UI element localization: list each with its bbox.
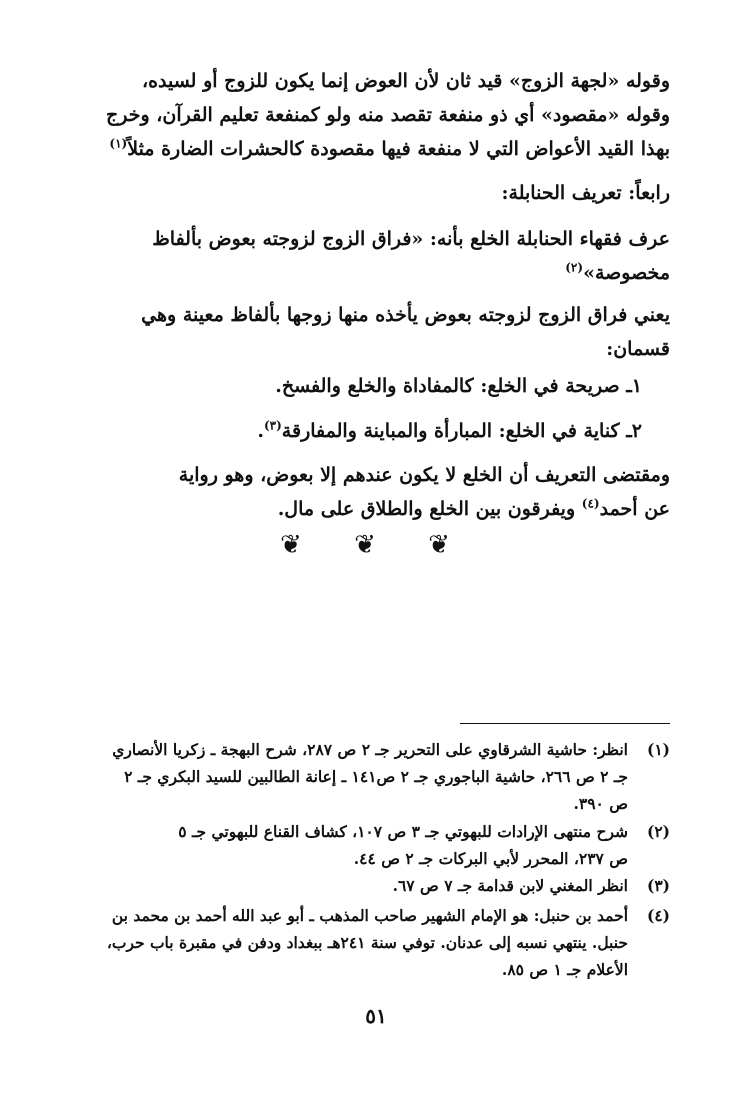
paragraph-2-line-2-text: مخصوصة» [583, 262, 670, 284]
paragraph-3 [74, 298, 670, 366]
footnote-separator [460, 723, 670, 724]
footnote-2 [74, 818, 670, 872]
paragraph-4-line-1: ومقتضى التعريف أن الخلع لا يكون عندهم إلا بعوض، وهو رواية [178, 464, 670, 486]
paragraph-1-line-1: وقوله «لجهة الزوج» قيد ثان لأن العوض إنما يكون للزوج أو لسيده، [141, 70, 670, 92]
footnote-ref-3: (٣) [263, 418, 282, 433]
footnote-3-line-1: انظر المغني لابن قدامة جـ ٧ ص ٦٧. [392, 876, 628, 895]
footnote-1-line-3: ص ٣٩٠. [573, 794, 628, 813]
list-item-2-end: . [257, 420, 264, 442]
footnote-ref-1: (١) [109, 136, 128, 151]
paragraph-1 [74, 64, 670, 166]
footnote-4 [74, 902, 670, 983]
paragraph-3-line-2: قسمان: [606, 338, 670, 360]
footnote-1-line-1: انظر: حاشية الشرقاوي على التحرير جـ ٢ ص ٢٨٧، شرح البهجة ـ زكريا الأنصاري [112, 740, 628, 759]
paragraph-2 [74, 222, 670, 290]
footnote-4-number: (٤) [646, 906, 670, 925]
paragraph-1-line-3-text: بهذا القيد الأعواض التي لا منفعة فيها مقصودة كالحشرات الضارة مثلاً [127, 138, 670, 160]
list-item-1: ١ـ صريحة في الخلع: كالمفاداة والخلع والفسخ. [275, 375, 642, 397]
footnote-ref-2: (٢) [565, 260, 584, 275]
footnote-1-number: (١) [646, 740, 670, 759]
paragraph-1-line-2: وقوله «مقصود» أي ذو منفعة تقصد منه ولو كمنفعة تعليم القرآن، وخرج [105, 104, 670, 126]
footnote-1 [74, 736, 670, 817]
paragraph-2-line-2 [74, 256, 670, 290]
paragraph-4 [74, 458, 670, 526]
paragraph-4-line-2 [74, 492, 670, 526]
footnote-4-line-2: حنبل. ينتهي نسبه إلى عدنان. توفي سنة ٢٤١هـ ببغداد ودفن في مقبرة باب حرب، [106, 933, 628, 952]
page-number: ٥١ [365, 1004, 387, 1028]
footnote-2-line-2: ص ٢٣٧، المحرر لأبي البركات جـ ٢ ص ٤٤. [353, 849, 628, 868]
footnote-1-line-2: جـ ٢ ص ٢٦٦، حاشية الباجوري جـ ٢ ص١٤١ ـ إعانة الطالبين للسيد البكري جـ ٢ [124, 767, 628, 786]
footnote-4-line-1: أحمد بن حنبل: هو الإمام الشهير صاحب المذهب ـ أبو عبد الله أحمد بن محمد بن [111, 906, 628, 925]
list-item-2 [74, 414, 642, 448]
ornament-divider: ❦ ❦ ❦ [280, 530, 472, 560]
list-item-2-text: ٢ـ كناية في الخلع: المبارأة والمباينة والمفارقة [281, 420, 642, 442]
section-heading: رابعاً: تعريف الحنابلة: [501, 182, 670, 204]
footnote-3-number: (٣) [646, 876, 670, 895]
footnote-ref-4: (٤) [581, 496, 600, 511]
footnote-4-line-3: الأعلام جـ ١ ص ٨٥. [501, 960, 628, 979]
paragraph-1-line-3 [74, 132, 670, 166]
paragraph-4-line-2-text: عن أحمد [599, 498, 670, 520]
paragraph-3-line-1: يعني فراق الزوج لزوجته بعوض يأخذه منها زوجها بألفاظ معينة وهي [141, 304, 670, 326]
paragraph-2-line-1: عرف فقهاء الحنابلة الخلع بأنه: «فراق الزوج لزوجته بعوض بألفاظ [152, 228, 670, 250]
paragraph-4-line-2-end: ويفرقون بين الخلع والطلاق على مال. [277, 498, 582, 520]
footnote-2-line-1: شرح منتهى الإرادات للبهوتي جـ ٣ ص ١٠٧، كشاف القناع للبهوتي جـ ٥ [178, 822, 628, 841]
footnote-3 [74, 872, 670, 899]
footnote-2-number: (٢) [646, 822, 670, 841]
